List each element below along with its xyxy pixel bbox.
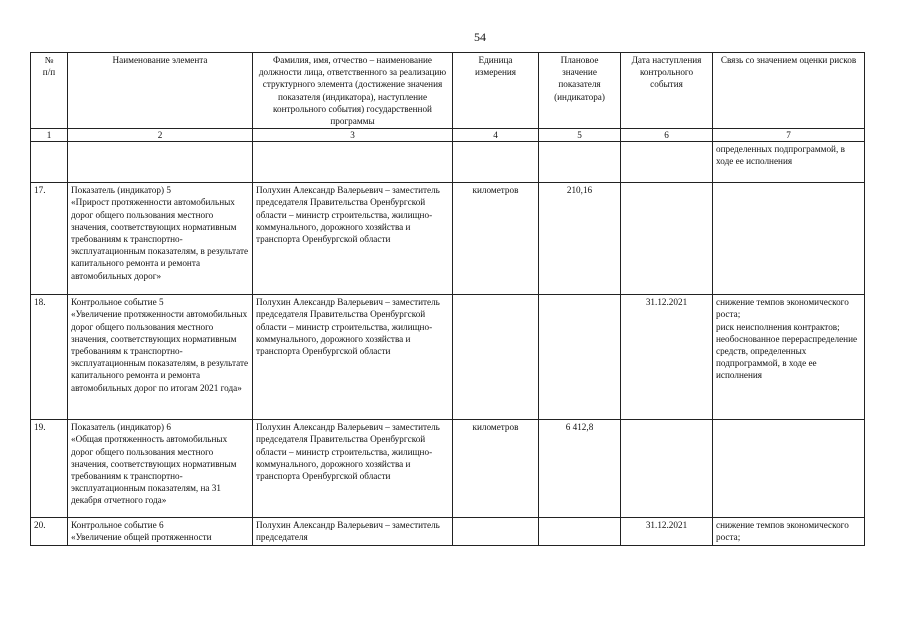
header-unit: Единица измерения bbox=[453, 53, 539, 129]
element-name-cell: Показатель (индикатор) 5 «Прирост протяженности автомобильных дорог общего пользования местного значения, соответствующих нормативным требованиям к транспортно-эксплуатационным показателям, в результате капитального ремонта и ремонта автомобильных дорог» bbox=[68, 183, 253, 295]
table-row bbox=[31, 183, 865, 295]
event-date-cell bbox=[621, 420, 713, 518]
unit-cell bbox=[453, 518, 539, 545]
element-name-cell: Контрольное событие 5 «Увеличение протяженности автомобильных дорог общего пользования местного значения, соответствующих нормативным требованиям к транспортно-эксплуатационным показателям, в результате капитального ремонта и ремонта автомобильных дорог по итогам 2021 года» bbox=[68, 295, 253, 420]
table-row bbox=[31, 518, 865, 545]
event-date-cell: 31.12.2021 bbox=[621, 295, 713, 420]
plan-value-cell: 210,16 bbox=[539, 183, 621, 295]
unit-cell: километров bbox=[453, 183, 539, 295]
responsible-cell: Полухин Александр Валерьевич – заместитель председателя Правительства Оренбургской области – министр строительства, жилищно-коммунального, дорожного хозяйства и транспорта Оренбургской области bbox=[253, 420, 453, 518]
column-number: 1 bbox=[31, 129, 68, 142]
element-name-cell bbox=[68, 142, 253, 183]
event-date-cell: 31.12.2021 bbox=[621, 518, 713, 545]
column-number: 3 bbox=[253, 129, 453, 142]
column-number: 5 bbox=[539, 129, 621, 142]
header-plan-value: Плановое значение показателя (индикатора) bbox=[539, 53, 621, 129]
column-number-row bbox=[31, 129, 865, 142]
plan-value-cell bbox=[539, 518, 621, 545]
row-number-cell: 19. bbox=[31, 420, 68, 518]
unit-cell bbox=[453, 142, 539, 183]
row-number-cell: 17. bbox=[31, 183, 68, 295]
table-row bbox=[31, 295, 865, 420]
header-responsible: Фамилия, имя, отчество – наименование должности лица, ответственного за реализацию структурного элемента (достижение значения показателя (индикатора), наступление контрольного события) государственной программы bbox=[253, 53, 453, 129]
header-event-date: Дата наступления контрольного события bbox=[621, 53, 713, 129]
risk-link-cell bbox=[713, 183, 865, 295]
column-number: 7 bbox=[713, 129, 865, 142]
header-element-name: Наименование элемента bbox=[68, 53, 253, 129]
row-number-cell bbox=[31, 142, 68, 183]
event-date-cell bbox=[621, 142, 713, 183]
table-row bbox=[31, 420, 865, 518]
risk-link-cell: снижение темпов экономического роста; риск неисполнения контрактов; необоснованное перераспределение средств, определенных подпрограммой, в ходе ее исполнения bbox=[713, 295, 865, 420]
risk-link-cell: снижение темпов экономического роста; bbox=[713, 518, 865, 545]
event-date-cell bbox=[621, 183, 713, 295]
responsible-cell: Полухин Александр Валерьевич – заместитель председателя Правительства Оренбургской области – министр строительства, жилищно-коммунального, дорожного хозяйства и транспорта Оренбургской области bbox=[253, 295, 453, 420]
element-name-cell: Показатель (индикатор) 6 «Общая протяженность автомобильных дорог общего пользования местного значения, соответствующих нормативным требованиям к транспортно-эксплуатационным показателям, на 31 декабря отчетного года» bbox=[68, 420, 253, 518]
plan-value-cell bbox=[539, 142, 621, 183]
plan-value-cell bbox=[539, 295, 621, 420]
unit-cell bbox=[453, 295, 539, 420]
column-number: 2 bbox=[68, 129, 253, 142]
element-name-cell: Контрольное событие 6 «Увеличение общей протяженности bbox=[68, 518, 253, 545]
row-number-cell: 18. bbox=[31, 295, 68, 420]
column-number: 6 bbox=[621, 129, 713, 142]
row-number-cell: 20. bbox=[31, 518, 68, 545]
responsible-cell: Полухин Александр Валерьевич – заместитель председателя bbox=[253, 518, 453, 545]
header-risk-link: Связь со значением оценки рисков bbox=[713, 53, 865, 129]
header-number: № п/п bbox=[31, 53, 68, 129]
table-header-row bbox=[31, 53, 865, 129]
risk-control-table bbox=[30, 52, 865, 546]
table-row bbox=[31, 142, 865, 183]
column-number: 4 bbox=[453, 129, 539, 142]
plan-value-cell: 6 412,8 bbox=[539, 420, 621, 518]
risk-link-cell: определенных подпрограммой, в ходе ее исполнения bbox=[713, 142, 865, 183]
unit-cell: километров bbox=[453, 420, 539, 518]
responsible-cell bbox=[253, 142, 453, 183]
responsible-cell: Полухин Александр Валерьевич – заместитель председателя Правительства Оренбургской области – министр строительства, жилищно-коммунального, дорожного хозяйства и транспорта Оренбургской области bbox=[253, 183, 453, 295]
risk-link-cell bbox=[713, 420, 865, 518]
page-number: 54 bbox=[474, 30, 486, 44]
